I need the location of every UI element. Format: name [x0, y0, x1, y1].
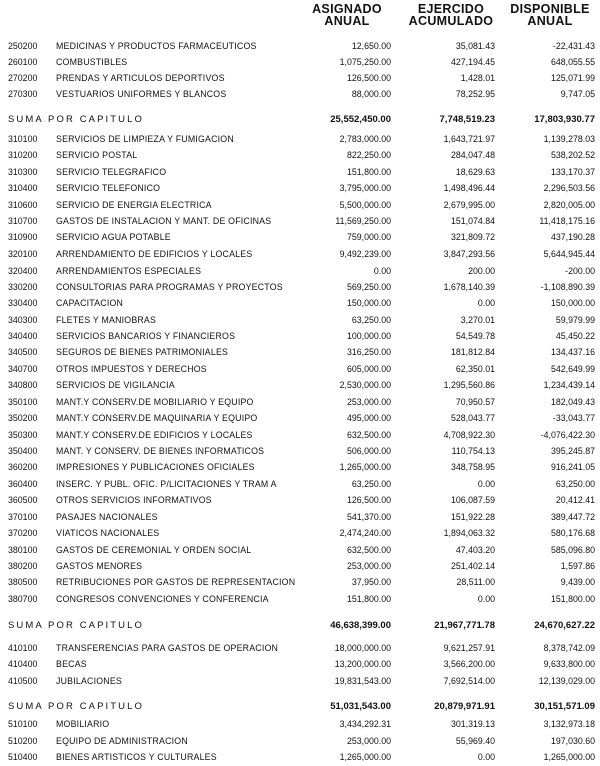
- account-description: OTROS IMPUESTOS Y DERECHOS: [56, 364, 207, 374]
- account-description: PASAJES NACIONALES: [56, 512, 158, 522]
- account-code: 350100: [8, 397, 38, 407]
- ejercido-value: 321,809.72: [450, 232, 495, 242]
- account-code: 410500: [8, 676, 38, 686]
- disponible-value: 437,190.28: [550, 232, 595, 242]
- table-row: [0, 411, 600, 427]
- disponible-value: 9,633,800.00: [543, 659, 595, 669]
- asignado-value: 63,250.00: [351, 315, 391, 325]
- account-code: 340800: [8, 380, 38, 390]
- ejercido-value: 20,879,971.91: [434, 701, 495, 712]
- chapter-total-label: SUMA POR CAPITULO: [8, 114, 144, 125]
- ejercido-value: 284,047.48: [450, 150, 495, 160]
- table-row: [0, 230, 600, 246]
- table-row: [0, 428, 600, 444]
- ejercido-value: 151,922.28: [450, 512, 495, 522]
- account-code: 310200: [8, 150, 38, 160]
- account-code: 360500: [8, 495, 38, 505]
- header-ejercido-line1: EJERCIDO: [417, 2, 485, 16]
- disponible-value: 1,234,439.14: [543, 380, 595, 390]
- ejercido-value: 78,252.95: [455, 89, 495, 99]
- ejercido-value: 528,043.77: [450, 413, 495, 423]
- disponible-value: 538,202.52: [550, 150, 595, 160]
- ejercido-value: 47,403.20: [455, 545, 495, 555]
- account-code: 310400: [8, 183, 38, 193]
- table-row: [0, 734, 600, 750]
- account-description: ARRENDAMIENTOS ESPECIALES: [56, 266, 202, 276]
- disponible-value: 182,049.43: [550, 397, 595, 407]
- account-description: FLETES Y MANIOBRAS: [56, 315, 157, 325]
- disponible-value: 20,412.41: [555, 495, 595, 505]
- disponible-value: 1,139,278.03: [543, 134, 595, 144]
- account-description: COMBUSTIBLES: [56, 57, 128, 67]
- asignado-value: 51,031,543.00: [330, 701, 391, 712]
- disponible-value: 197,030.60: [550, 736, 595, 746]
- account-description: MANT.Y CONSERV.DE MAQUINARIA Y EQUIPO: [56, 413, 258, 423]
- ejercido-value: 106,087.59: [450, 495, 495, 505]
- account-description: TRANSFERENCIAS PARA GASTOS DE OPERACION: [56, 643, 279, 653]
- account-description: GASTOS DE CEREMONIAL Y ORDEN SOCIAL: [56, 545, 252, 555]
- ejercido-value: 0.00: [477, 298, 495, 308]
- ejercido-value: 1,498,496.44: [443, 183, 495, 193]
- disponible-value: 389,447.72: [550, 512, 595, 522]
- asignado-value: 3,795,000.00: [339, 183, 391, 193]
- asignado-value: 541,370.00: [346, 512, 391, 522]
- disponible-value: -4,076,422.30: [540, 430, 595, 440]
- header-disponible-line2: ANUAL: [527, 14, 573, 28]
- account-description: PRENDAS Y ARTICULOS DEPORTIVOS: [56, 73, 225, 83]
- asignado-value: 9,492,239.00: [339, 249, 391, 259]
- ejercido-value: 0.00: [477, 594, 495, 604]
- ejercido-value: 7,692,514.00: [443, 676, 495, 686]
- chapter-total-row: [0, 112, 600, 128]
- table-row: [0, 71, 600, 87]
- table-row: [0, 148, 600, 164]
- disponible-value: -1,108,890.39: [540, 282, 595, 292]
- ejercido-value: 110,754.13: [451, 446, 495, 456]
- ejercido-value: 7,748,519.23: [439, 114, 495, 125]
- disponible-value: 24,670,627.22: [534, 620, 595, 631]
- header-ejercido-line2: ACUMULADO: [408, 14, 494, 28]
- asignado-value: 822,250.00: [346, 150, 391, 160]
- asignado-value: 2,783,000.00: [339, 134, 391, 144]
- ejercido-value: 70,950.57: [455, 397, 495, 407]
- ejercido-value: 3,847,293.56: [443, 249, 495, 259]
- disponible-value: -33,043.77: [552, 413, 595, 423]
- ejercido-value: 1,295,560.86: [443, 380, 495, 390]
- account-description: SERVICIO TELEFONICO: [56, 183, 161, 193]
- account-description: GASTOS MENORES: [56, 561, 143, 571]
- account-code: 380700: [8, 594, 38, 604]
- asignado-value: 605,000.00: [346, 364, 391, 374]
- ejercido-value: 28,511.00: [456, 577, 495, 587]
- table-row: [0, 378, 600, 394]
- table-row: [0, 55, 600, 71]
- account-code: 270300: [8, 89, 38, 99]
- disponible-value: 648,055.55: [550, 57, 595, 67]
- table-row: [0, 510, 600, 526]
- asignado-value: 19,831,543.00: [334, 676, 391, 686]
- ejercido-value: 3,270.01: [460, 315, 495, 325]
- account-code: 340400: [8, 331, 38, 341]
- ejercido-value: 301,319.13: [450, 719, 495, 729]
- disponible-value: -200.00: [565, 266, 595, 276]
- disponible-value: 151,800.00: [550, 594, 595, 604]
- account-code: 350200: [8, 413, 38, 423]
- asignado-value: 1,075,250.00: [339, 57, 391, 67]
- asignado-value: 253,000.00: [346, 736, 391, 746]
- account-description: OTROS SERVICIOS INFORMATIVOS: [56, 495, 212, 505]
- table-row: [0, 575, 600, 591]
- account-code: 310900: [8, 232, 38, 242]
- ejercido-value: 1,643,721.97: [443, 134, 495, 144]
- asignado-value: 25,552,450.00: [330, 114, 391, 125]
- table-row: [0, 717, 600, 733]
- account-code: 330400: [8, 298, 38, 308]
- ejercido-value: 18,629.63: [455, 167, 495, 177]
- disponible-value: 12,139,029.00: [538, 676, 595, 686]
- table-row: [0, 559, 600, 575]
- chapter-total-row: [0, 699, 600, 715]
- asignado-value: 569,250.00: [346, 282, 391, 292]
- table-row: [0, 165, 600, 181]
- asignado-value: 1,265,000.00: [339, 752, 391, 762]
- account-code: 340300: [8, 315, 38, 325]
- asignado-value: 495,000.00: [346, 413, 391, 423]
- table-row: [0, 362, 600, 378]
- asignado-value: 1,265,000.00: [339, 462, 391, 472]
- disponible-value: 17,803,930.77: [534, 114, 595, 125]
- table-row: [0, 526, 600, 542]
- disponible-value: 150,000.00: [550, 298, 595, 308]
- chapter-total-row: [0, 618, 600, 634]
- table-row: [0, 329, 600, 345]
- account-description: VIATICOS NACIONALES: [56, 528, 160, 538]
- table-row: [0, 477, 600, 493]
- account-code: 250200: [8, 41, 38, 51]
- chapter-total-label: SUMA POR CAPITULO: [8, 701, 144, 712]
- disponible-value: 134,437.16: [550, 347, 595, 357]
- account-code: 270200: [8, 73, 38, 83]
- account-code: 320100: [8, 249, 38, 259]
- asignado-value: 632,500.00: [346, 545, 391, 555]
- account-code: 310600: [8, 200, 38, 210]
- disponible-value: 9,747.05: [560, 89, 595, 99]
- disponible-value: 542,649.99: [550, 364, 595, 374]
- account-description: MANT.Y CONSERV.DE MOBILIARIO Y EQUIPO: [56, 397, 254, 407]
- table-row: [0, 198, 600, 214]
- asignado-value: 632,500.00: [346, 430, 391, 440]
- table-row: [0, 296, 600, 312]
- account-description: JUBILACIONES: [56, 676, 122, 686]
- account-code: 350400: [8, 446, 38, 456]
- disponible-value: 5,644,945.44: [543, 249, 595, 259]
- disponible-value: 63,250.00: [555, 479, 595, 489]
- asignado-value: 63,250.00: [351, 479, 391, 489]
- disponible-value: 916,241.05: [550, 462, 595, 472]
- table-row: [0, 460, 600, 476]
- account-code: 370100: [8, 512, 38, 522]
- account-code: 510100: [8, 719, 38, 729]
- table-row: [0, 313, 600, 329]
- table-row: [0, 543, 600, 559]
- account-code: 310300: [8, 167, 38, 177]
- table-row: [0, 345, 600, 361]
- account-code: 310700: [8, 216, 38, 226]
- ejercido-value: 21,967,771.78: [434, 620, 495, 631]
- account-code: 340500: [8, 347, 38, 357]
- table-row: [0, 444, 600, 460]
- table-row: [0, 641, 600, 657]
- account-code: 410100: [8, 643, 38, 653]
- asignado-value: 13,200,000.00: [334, 659, 391, 669]
- account-code: 510200: [8, 736, 38, 746]
- disponible-value: 133,170.37: [550, 167, 595, 177]
- account-description: RETRIBUCIONES POR GASTOS DE REPRESENTACION: [56, 577, 296, 587]
- account-code: 260100: [8, 57, 38, 67]
- table-row: [0, 674, 600, 690]
- ejercido-value: 4,708,922.30: [443, 430, 495, 440]
- account-description: CONGRESOS CONVENCIONES Y CONFERENCIA: [56, 594, 269, 604]
- asignado-value: 2,530,000.00: [339, 380, 391, 390]
- account-code: 360400: [8, 479, 38, 489]
- disponible-value: 8,378,742.09: [543, 643, 595, 653]
- disponible-value: 125,071.99: [550, 73, 595, 83]
- account-description: MEDICINAS Y PRODUCTOS FARMACEUTICOS: [56, 41, 257, 51]
- account-description: SERVICIOS BANCARIOS Y FINANCIEROS: [56, 331, 236, 341]
- account-code: 380200: [8, 561, 38, 571]
- header-asignado-line1: ASIGNADO: [312, 2, 382, 16]
- asignado-value: 759,000.00: [346, 232, 391, 242]
- chapter-total-label: SUMA POR CAPITULO: [8, 620, 144, 631]
- ejercido-value: 200.00: [468, 266, 495, 276]
- account-description: MANT. Y CONSERV. DE BIENES INFORMATICOS: [56, 446, 265, 456]
- ejercido-value: 2,679,995.00: [443, 200, 495, 210]
- account-description: IMPRESIONES Y PUBLICACIONES OFICIALES: [56, 462, 255, 472]
- disponible-value: 45,450.22: [555, 331, 595, 341]
- ejercido-value: 0.00: [477, 479, 495, 489]
- account-code: 380500: [8, 577, 38, 587]
- account-description: MOBILIARIO: [56, 719, 110, 729]
- account-description: SERVICIO DE ENERGIA ELECTRICA: [56, 200, 212, 210]
- disponible-value: 585,096.80: [550, 545, 595, 555]
- account-description: BIENES ARTISTICOS Y CULTURALES: [56, 752, 217, 762]
- table-row: [0, 592, 600, 608]
- ejercido-value: 3,566,200.00: [443, 659, 495, 669]
- account-description: INSERC. Y PUBL. OFIC. P/LICITACIONES Y TRAM A: [56, 479, 277, 489]
- account-code: 510400: [8, 752, 38, 762]
- table-row: [0, 39, 600, 55]
- asignado-value: 126,500.00: [346, 73, 391, 83]
- header-asignado-line2: ANUAL: [324, 14, 370, 28]
- account-description: CONSULTORIAS PARA PROGRAMAS Y PROYECTOS: [56, 282, 283, 292]
- table-row: [0, 132, 600, 148]
- ejercido-value: 251,402.14: [450, 561, 495, 571]
- account-description: SERVICIO TELEGRAFICO: [56, 167, 167, 177]
- asignado-value: 151,800.00: [346, 167, 391, 177]
- account-code: 320400: [8, 266, 38, 276]
- account-description: EQUIPO DE ADMINISTRACION: [56, 736, 188, 746]
- ejercido-value: 1,894,063.32: [443, 528, 495, 538]
- table-row: [0, 750, 600, 766]
- account-description: BECAS: [56, 659, 87, 669]
- asignado-value: 151,800.00: [346, 594, 391, 604]
- ejercido-value: 0.00: [477, 752, 495, 762]
- asignado-value: 316,250.00: [346, 347, 391, 357]
- disponible-value: 59,979.99: [555, 315, 595, 325]
- account-code: 380100: [8, 545, 38, 555]
- asignado-value: 2,474,240.00: [339, 528, 391, 538]
- ejercido-value: 9,621,257.91: [443, 643, 495, 653]
- ejercido-value: 62,350.01: [455, 364, 495, 374]
- account-description: MANT.Y CONSERV.DE EDIFICIOS Y LOCALES: [56, 430, 253, 440]
- account-code: 410400: [8, 659, 38, 669]
- ejercido-value: 55,969.40: [455, 736, 495, 746]
- asignado-value: 150,000.00: [346, 298, 391, 308]
- table-row: [0, 247, 600, 263]
- account-code: 330200: [8, 282, 38, 292]
- ejercido-value: 54,549.78: [455, 331, 495, 341]
- header-ejercido-acumulado: [401, 3, 501, 27]
- disponible-value: 1,597.86: [560, 561, 595, 571]
- disponible-value: 580,176.68: [550, 528, 595, 538]
- asignado-value: 11,569,250.00: [335, 216, 391, 226]
- asignado-value: 37,950.00: [351, 577, 391, 587]
- account-code: 350300: [8, 430, 38, 440]
- table-row: [0, 395, 600, 411]
- asignado-value: 3,434,292.31: [339, 719, 391, 729]
- table-row: [0, 493, 600, 509]
- asignado-value: 5,500,000.00: [339, 200, 391, 210]
- ejercido-value: 181,812.84: [450, 347, 495, 357]
- ejercido-value: 427,194.45: [450, 57, 495, 67]
- table-row: [0, 264, 600, 280]
- account-description: GASTOS DE INSTALACION Y MANT. DE OFICINAS: [56, 216, 272, 226]
- account-description: ARRENDAMIENTO DE EDIFICIOS Y LOCALES: [56, 249, 253, 259]
- account-description: SERVICIO AGUA POTABLE: [56, 232, 171, 242]
- table-row: [0, 657, 600, 673]
- account-code: 310100: [8, 134, 38, 144]
- ejercido-value: 1,678,140.39: [443, 282, 495, 292]
- ejercido-value: 348,758.95: [450, 462, 495, 472]
- table-row: [0, 280, 600, 296]
- disponible-value: -22,431.43: [552, 41, 595, 51]
- disponible-value: 3,132,973.18: [543, 719, 595, 729]
- asignado-value: 253,000.00: [346, 397, 391, 407]
- header-asignado-anual: [292, 3, 402, 27]
- disponible-value: 395,245.87: [550, 446, 595, 456]
- table-row: [0, 214, 600, 230]
- table-row: [0, 87, 600, 103]
- header-disponible-line1: DISPONIBLE: [510, 2, 590, 16]
- account-description: SERVICIOS DE LIMPIEZA Y FUMIGACION: [56, 134, 234, 144]
- account-code: 370200: [8, 528, 38, 538]
- account-description: SERVICIOS DE VIGILANCIA: [56, 380, 175, 390]
- asignado-value: 46,638,399.00: [330, 620, 391, 631]
- disponible-value: 2,820,005.00: [543, 200, 595, 210]
- asignado-value: 126,500.00: [346, 495, 391, 505]
- asignado-value: 0.00: [373, 266, 391, 276]
- account-code: 360200: [8, 462, 38, 472]
- table-row: [0, 181, 600, 197]
- disponible-value: 1,265,000.00: [543, 752, 595, 762]
- asignado-value: 100,000.00: [346, 331, 391, 341]
- ejercido-value: 151,074.84: [450, 216, 495, 226]
- account-code: 340700: [8, 364, 38, 374]
- disponible-value: 30,151,571.09: [534, 701, 595, 712]
- disponible-value: 11,418,175.16: [539, 216, 595, 226]
- asignado-value: 12,650.00: [351, 41, 391, 51]
- account-description: CAPACITACION: [56, 298, 124, 308]
- ejercido-value: 1,428.01: [460, 73, 495, 83]
- account-description: VESTUARIOS UNIFORMES Y BLANCOS: [56, 89, 227, 99]
- account-description: SEGUROS DE BIENES PATRIMONIALES: [56, 347, 229, 357]
- ejercido-value: 35,081.43: [455, 41, 495, 51]
- asignado-value: 18,000,000.00: [334, 643, 391, 653]
- header-disponible-anual: [500, 3, 600, 27]
- disponible-value: 2,296,503.56: [543, 183, 595, 193]
- account-description: SERVICIO POSTAL: [56, 150, 138, 160]
- asignado-value: 253,000.00: [346, 561, 391, 571]
- asignado-value: 88,000.00: [351, 89, 391, 99]
- disponible-value: 9,439.00: [560, 577, 595, 587]
- asignado-value: 506,000.00: [346, 446, 391, 456]
